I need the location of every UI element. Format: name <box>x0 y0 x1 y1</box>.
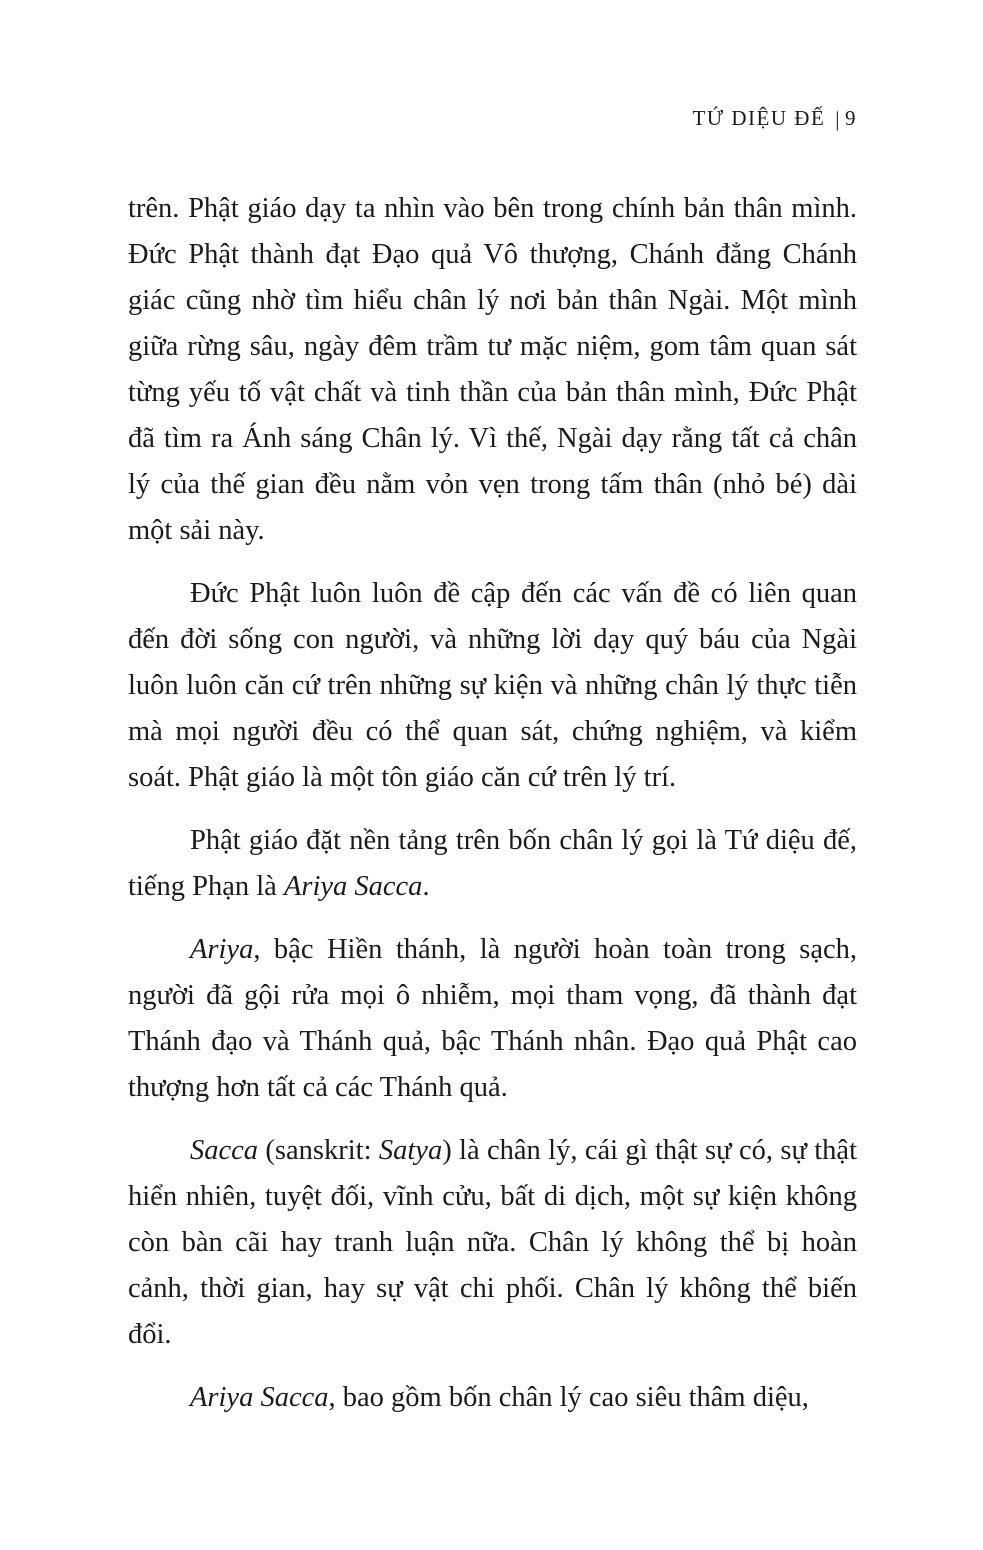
text-run: Phật giáo đặt nền tảng trên bốn chân lý gọi là Tứ diệu đế, tiếng Phạn là <box>128 825 857 902</box>
body-text <box>128 186 857 1438</box>
text-run: Đức Phật luôn luôn đề cập đến các vấn đề có liên quan đến đời sống con người, và những lời dạy quý báu của Ngài luôn luôn căn cứ trên những sự kiện và những chân lý thực tiễn mà mọi người đều có thể quan sát, chứng nghiệm, và kiểm soát. Phật giáo là một tôn giáo căn cứ trên lý trí. <box>128 578 857 793</box>
header-separator: | <box>835 107 841 131</box>
paragraph <box>128 571 857 801</box>
text-run: Satya <box>378 1135 443 1166</box>
text-run: , bậc Hiền thánh, là người hoàn toàn trong sạch, người đã gội rửa mọi ô nhiễm, mọi tham vọng, đã thành đạt Thánh đạo và Thánh quả, bậc Thánh nhân. Đạo quả Phật cao thượng hơn tất cả các Thánh quả. <box>128 934 857 1103</box>
text-run: Sacca <box>190 1135 259 1166</box>
text-run: ) là chân lý, cái gì thật sự có, sự thật hiển nhiên, tuyệt đối, vĩnh cửu, bất di dịch, một sự kiện không còn bàn cãi hay tranh luận nữa. Chân lý không thể bị hoàn cảnh, thời gian, hay sự vật chi phối. Chân lý không thể biến đổi. <box>128 1135 857 1350</box>
running-header <box>693 106 858 131</box>
paragraph <box>128 1128 857 1358</box>
running-header-title: TỨ DIỆU ĐẾ <box>692 106 826 130</box>
paragraph <box>128 1375 857 1421</box>
paragraph <box>128 818 857 910</box>
text-run: trên. Phật giáo dạy ta nhìn vào bên trong chính bản thân mình. Đức Phật thành đạt Đạo quả Vô thượng, Chánh đẳng Chánh giác cũng nhờ tìm hiểu chân lý nơi bản thân Ngài. Một mình giữa rừng sâu, ngày đêm trầm tư mặc niệm, gom tâm quan sát từng yếu tố vật chất và tinh thần của bản thân mình, Đức Phật đã tìm ra Ánh sáng Chân lý. Vì thế, Ngài dạy rằng tất cả chân lý của thế gian đều nằm vỏn vẹn trong tấm thân (nhỏ bé) dài một sải này. <box>128 193 857 546</box>
text-run: , bao gồm bốn chân lý cao siêu thâm diệu, <box>328 1382 809 1413</box>
text-run: Ariya Sacca <box>283 871 423 902</box>
paragraph <box>128 927 857 1111</box>
text-run: Ariya <box>190 934 254 965</box>
paragraph <box>128 186 857 554</box>
page-number: 9 <box>845 106 857 130</box>
text-run: Ariya Sacca <box>190 1382 329 1413</box>
text-run: (sanskrit: <box>258 1135 379 1166</box>
text-run: . <box>422 871 430 902</box>
